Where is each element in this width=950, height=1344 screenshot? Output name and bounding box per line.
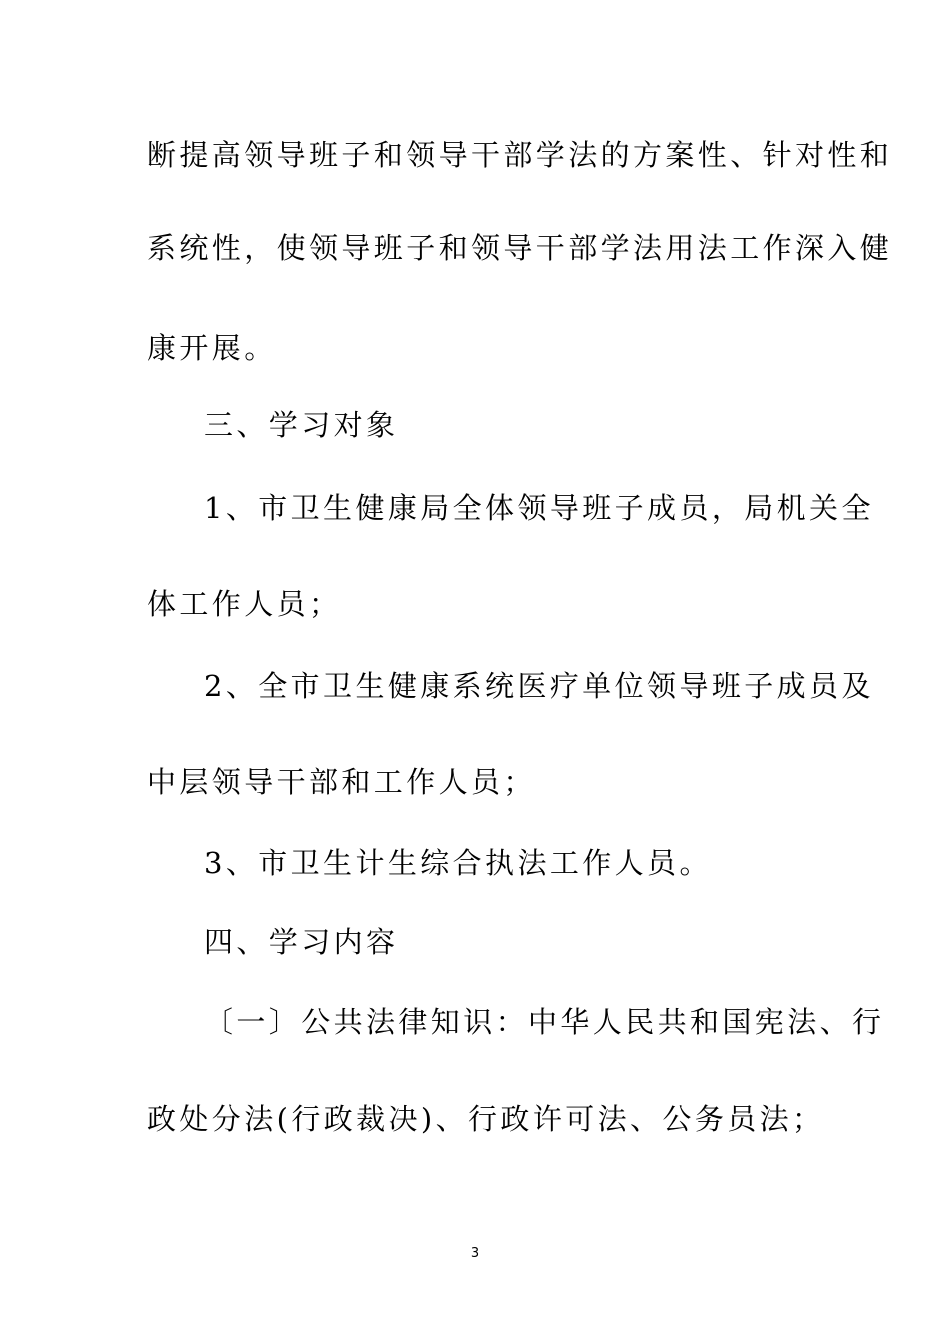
page-number: 3 [470,1246,480,1261]
paragraph-line-2: 系统性，使领导班子和领导干部学法用法工作深入健 [147,231,893,265]
section-heading-study-targets: 三、学习对象 [204,408,399,442]
list-item-2-line-2: 中层领导干部和工作人员； [147,765,536,799]
list-item-1-line-1: 1、市卫生健康局全体领导班子成员，局机关全 [204,491,874,525]
paragraph-line-3: 康开展。 [147,331,277,365]
section-heading-study-content: 四、学习内容 [204,925,399,959]
list-item-3: 3、市卫生计生综合执法工作人员。 [204,846,712,880]
list-item-1-line-2: 体工作人员； [147,587,342,621]
list-item-2-line-1: 2、全市卫生健康系统医疗单位领导班子成员及 [204,669,874,703]
content-item-1-line-2: 政处分法(行政裁决)、行政许可法、公务员法； [147,1102,825,1136]
content-item-1-line-1: 〔一〕公共法律知识：中华人民共和国宪法、行 [204,1005,885,1039]
paragraph-line-1: 断提高领导班子和领导干部学法的方案性、针对性和 [147,138,893,172]
